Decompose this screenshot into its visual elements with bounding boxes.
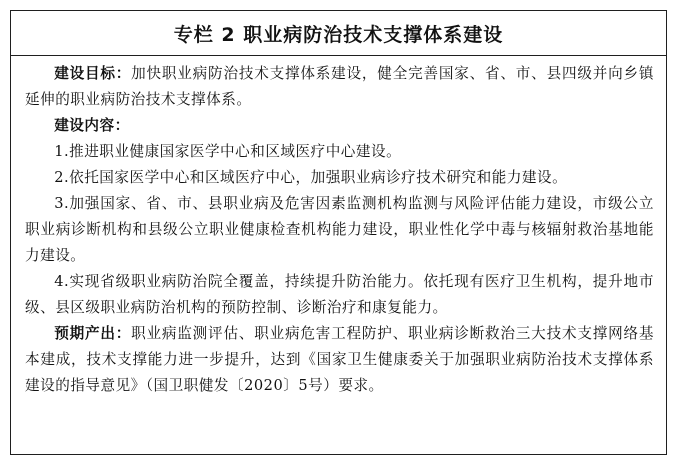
goal-text: 加快职业病防治技术支撑体系建设，健全完善国家、省、市、县四级并向乡镇延伸的职业病防治技术支撑体系。	[25, 65, 654, 108]
output-paragraph	[25, 321, 654, 399]
column-content	[25, 61, 654, 448]
output-text: 职业病监测评估、职业病危害工程防护、职业病诊断救治三大技术支撑网络基本建成，技术支撑能力进一步提升，达到《国家卫生健康委关于加强职业病防治技术支撑体系建设的指导意见》（国卫职健发〔2020〕5号）要求。	[25, 325, 654, 394]
content-label: 建设内容：	[54, 117, 130, 134]
column-title: 专栏 2 职业病防治技术支撑体系建设	[173, 23, 504, 46]
title-bar	[11, 11, 666, 56]
output-label: 预期产出：	[54, 325, 132, 342]
content-item-4: 4.实现省级职业病防治院全覆盖，持续提升防治能力。依托现有医疗卫生机构，提升地市级、县区级职业病防治机构的预防控制、诊断治疗和康复能力。	[25, 273, 654, 316]
goal-label: 建设目标：	[54, 65, 132, 82]
goal-paragraph	[25, 61, 654, 113]
content-item-2: 2.依托国家医学中心和区域医疗中心，加强职业病诊疗技术研究和能力建设。	[54, 169, 568, 186]
content-item-1: 1.推进职业健康国家医学中心和区域医疗中心建设。	[54, 143, 402, 160]
content-heading	[25, 113, 654, 139]
column-box	[10, 10, 667, 455]
content-item-3: 3.加强国家、省、市、县职业病及危害因素监测机构监测与风险评估能力建设，市级公立职业病诊断机构和县级公立职业健康检查机构能力建设，职业性化学中毒与核辐射救治基地能力建设。	[25, 195, 654, 264]
